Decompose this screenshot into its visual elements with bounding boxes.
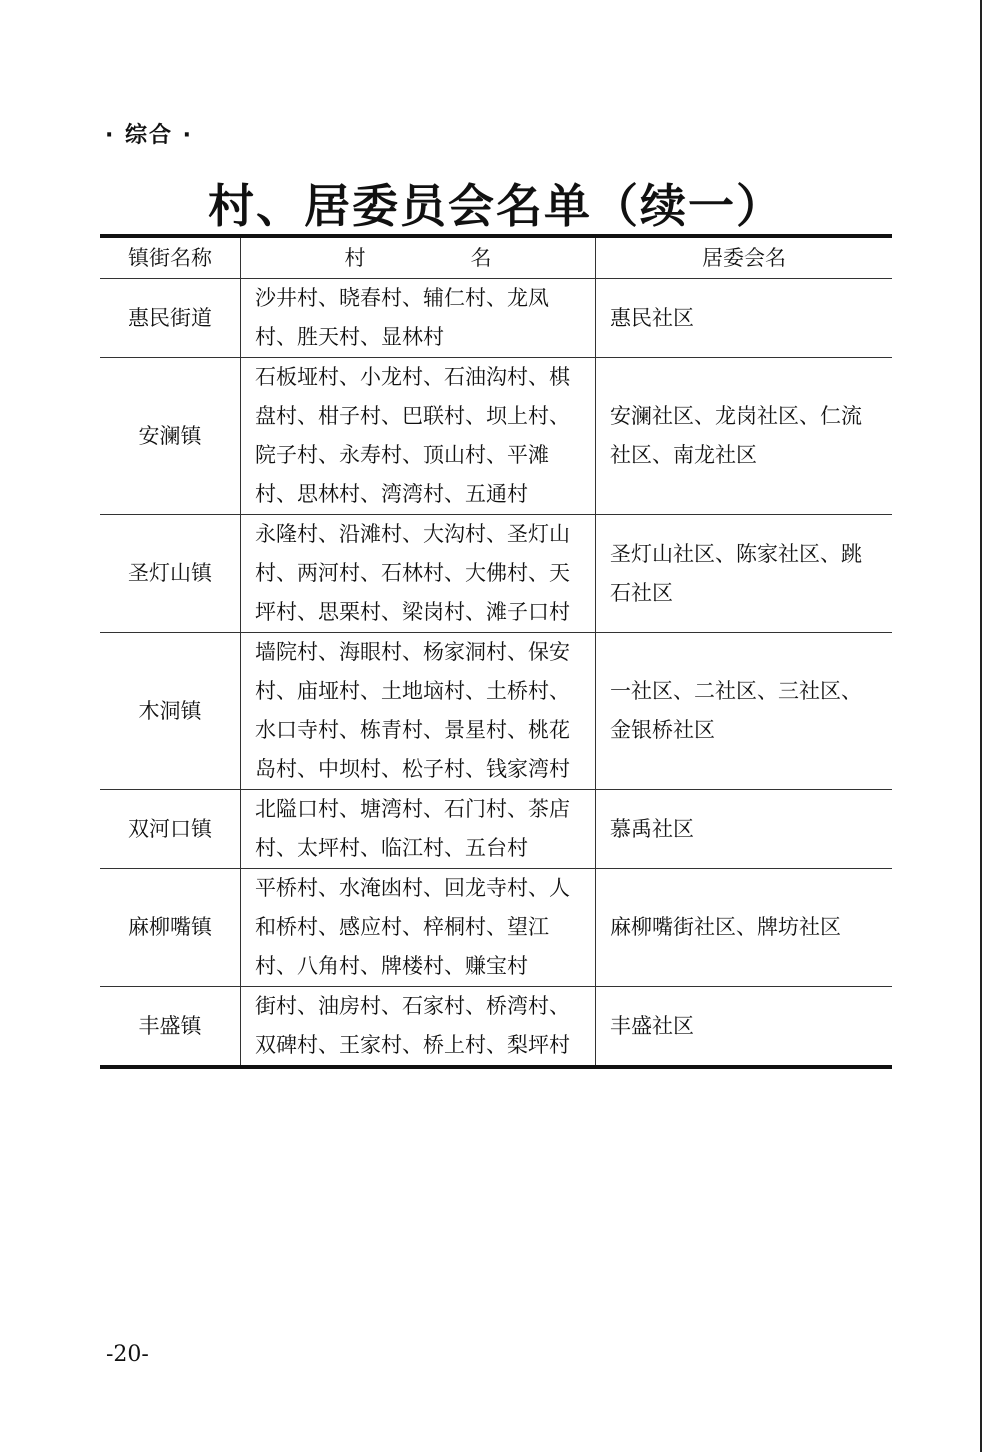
village-list: 平桥村、水淹凼村、回龙寺村、人和桥村、感应村、梓桐村、望江村、八角村、牌楼村、赚宝村 (241, 869, 596, 987)
community-list: 一社区、二社区、三社区、金银桥社区 (596, 633, 893, 790)
village-list: 石板垭村、小龙村、石油沟村、棋盘村、柑子村、巴联村、坝上村、院子村、永寿村、顶山村、平滩村、思林村、湾湾村、五通村 (241, 358, 596, 515)
header-town: 镇街名称 (100, 236, 241, 279)
village-committee-table (100, 234, 892, 1069)
town-name: 丰盛镇 (100, 987, 241, 1068)
town-name: 圣灯山镇 (100, 515, 241, 633)
community-list: 安澜社区、龙岗社区、仁流社区、南龙社区 (596, 358, 893, 515)
table-row (100, 358, 892, 515)
village-list: 沙井村、晓春村、辅仁村、龙凤村、胜天村、显林村 (241, 279, 596, 358)
table-row (100, 279, 892, 358)
table-row (100, 515, 892, 633)
table-row (100, 790, 892, 869)
community-list: 麻柳嘴街社区、牌坊社区 (596, 869, 893, 987)
village-list: 北隘口村、塘湾村、石门村、茶店村、太坪村、临江村、五台村 (241, 790, 596, 869)
table-row (100, 987, 892, 1068)
community-list: 丰盛社区 (596, 987, 893, 1068)
header-villages: 村 名 (241, 236, 596, 279)
table-header-row (100, 236, 892, 279)
village-list: 街村、油房村、石家村、桥湾村、双碑村、王家村、桥上村、梨坪村 (241, 987, 596, 1068)
table-row (100, 633, 892, 790)
table-row (100, 869, 892, 987)
page-title: 村、居委员会名单（续一） (208, 179, 784, 233)
page-edge-line (980, 0, 982, 1452)
page-number: -20- (106, 1342, 149, 1367)
town-name: 安澜镇 (100, 358, 241, 515)
header-communities: 居委会名 (596, 236, 893, 279)
community-list: 慕禹社区 (596, 790, 893, 869)
town-name: 麻柳嘴镇 (100, 869, 241, 987)
town-name: 木洞镇 (100, 633, 241, 790)
village-list: 墙院村、海眼村、杨家洞村、保安村、庙垭村、土地垴村、土桥村、水口寺村、栋青村、景星村、桃花岛村、中坝村、松子村、钱家湾村 (241, 633, 596, 790)
town-name: 双河口镇 (100, 790, 241, 869)
community-list: 惠民社区 (596, 279, 893, 358)
village-list: 永隆村、沿滩村、大沟村、圣灯山村、两河村、石林村、大佛村、天坪村、思栗村、梁岗村、滩子口村 (241, 515, 596, 633)
community-list: 圣灯山社区、陈家社区、跳石社区 (596, 515, 893, 633)
town-name: 惠民街道 (100, 279, 241, 358)
section-tag: · 综合 · (105, 123, 194, 148)
